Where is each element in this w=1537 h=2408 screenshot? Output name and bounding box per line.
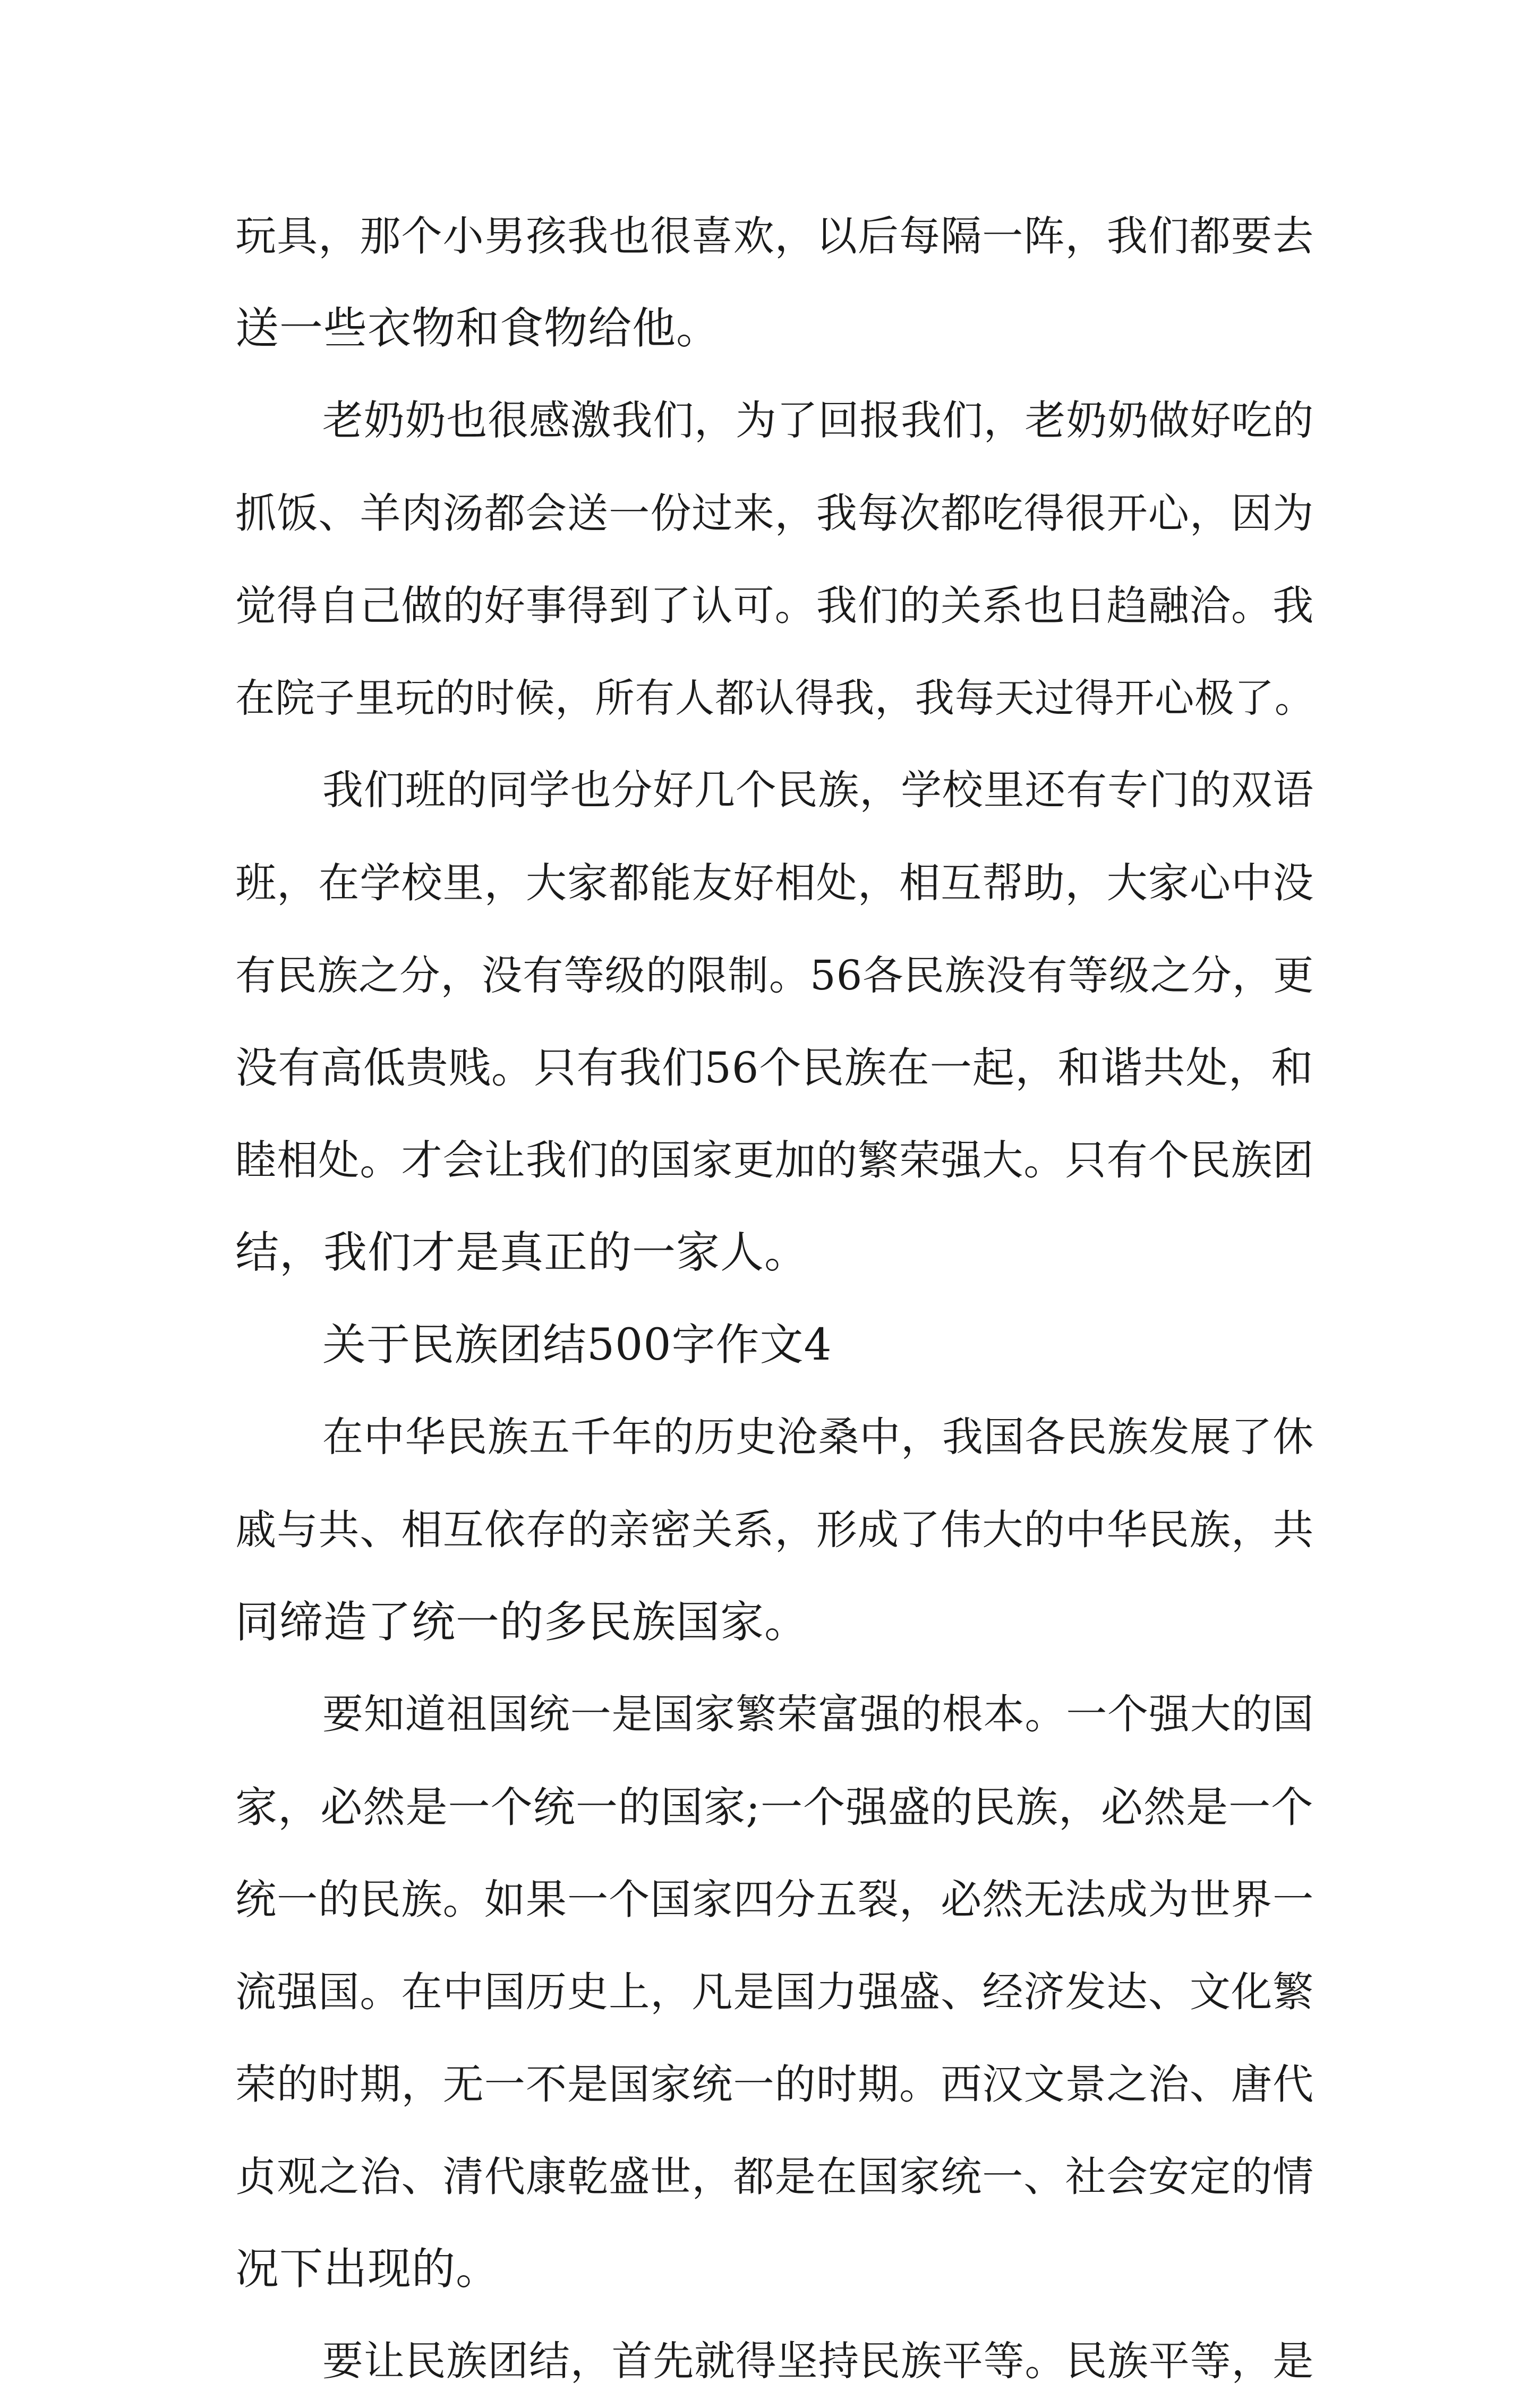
text-line: 班，在学校里，大家都能友好相处，相互帮助，大家心中没 [235, 859, 1314, 907]
text-line: 同缔造了统一的多民族国家。 [235, 1597, 809, 1647]
text-line: 觉得自己做的好事得到了认可。我们的关系也日趋融洽。我 [235, 582, 1314, 630]
document-body [235, 190, 1313, 2408]
text-line: 睦相处。才会让我们的国家更加的繁荣强大。只有个民族团 [235, 1137, 1314, 1184]
text-line: 有民族之分，没有等级的限制。56各民族没有等级之分，更 [235, 952, 1314, 999]
text-line: 抓饭、羊肉汤都会送一份过来，我每次都吃得很开心，因为 [235, 490, 1314, 537]
text-line: 没有高低贵贱。只有我们56个民族在一起，和谐共处，和 [235, 1043, 1314, 1092]
section-heading: 关于民族团结500字作文4 [322, 1320, 832, 1370]
text-line: 贞观之治、清代康乾盛世，都是在国家统一、社会安定的情 [235, 2153, 1314, 2201]
paragraph-first-line: 老奶奶也很感激我们，为了回报我们，老奶奶做好吃的 [322, 397, 1314, 445]
paragraph-first-line: 在中华民族五千年的历史沧桑中，我国各民族发展了休 [322, 1414, 1314, 1461]
paragraph-first-line: 要知道祖国统一是国家繁荣富强的根本。一个强大的国 [322, 1691, 1314, 1738]
text-line: 流强国。在中国历史上，凡是国力强盛、经济发达、文化繁 [235, 1968, 1314, 2016]
text-line: 戚与共、相互依存的亲密关系，形成了伟大的中华民族，共 [235, 1506, 1314, 1554]
paragraph-first-line: 我们班的同学也分好几个民族，学校里还有专门的双语 [322, 767, 1314, 814]
text-line: 况下出现的。 [235, 2244, 500, 2294]
text-line: 统一的民族。如果一个国家四分五裂，必然无法成为世界一 [235, 1876, 1314, 1924]
text-line: 在院子里玩的时候，所有人都认得我，我每天过得开心极了。 [235, 675, 1315, 721]
text-line: 结，我们才是真正的一家人。 [235, 1227, 809, 1278]
paragraph-first-line: 要让民族团结，首先就得坚持民族平等。民族平等，是 [322, 2338, 1314, 2385]
text-line: 家，必然是一个统一的国家;一个强盛的民族，必然是一个 [235, 1783, 1314, 1832]
text-line: 玩具，那个小男孩我也很喜欢，以后每隔一阵，我们都要去 [235, 212, 1314, 260]
text-line: 送一些衣物和食物给他。 [235, 303, 721, 354]
text-line: 荣的时期，无一不是国家统一的时期。西汉文景之治、唐代 [235, 2061, 1314, 2108]
